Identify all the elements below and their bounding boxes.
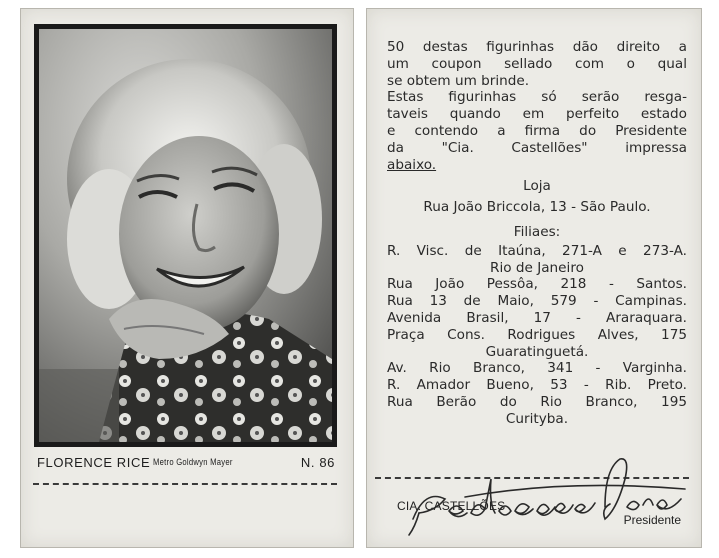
- loja-address: Rua João Briccola, 13 - São Paulo.: [423, 199, 651, 216]
- actress-name: FLORENCE RICE: [37, 455, 151, 470]
- text-line: da "Cia. Castellões" impressa: [387, 139, 687, 156]
- branch-address: Avenida Brasil, 17 - Araraquara.: [387, 309, 687, 326]
- branch-city: Rio de Janeiro: [490, 259, 584, 276]
- coupon-paragraph: [387, 39, 687, 89]
- text-line: taveis quando em perfeito estado: [387, 106, 687, 123]
- branch-address: Rua Berão do Rio Branco, 195: [387, 393, 687, 410]
- card-caption: [37, 455, 335, 473]
- loja-heading: Loja: [523, 178, 551, 195]
- cut-line: [33, 483, 337, 485]
- filiaes-list: [387, 243, 687, 428]
- text-line: e contendo a firma do Presidente: [387, 122, 687, 139]
- branch-city: Guaratinguetá.: [485, 343, 589, 360]
- text-line: 50 destas figurinhas dão direito a: [387, 39, 687, 55]
- conditions-paragraph: [387, 89, 687, 173]
- president-title: Presidente: [623, 513, 681, 527]
- text-line: abaixo.: [387, 156, 437, 173]
- back-text: [387, 39, 687, 428]
- branch-address: Av. Rio Branco, 341 - Varginha.: [387, 360, 687, 377]
- text-line: se obtem um brinde.: [387, 72, 530, 89]
- branch-address: R. Amador Bueno, 53 - Rib. Preto.: [387, 377, 687, 394]
- branch-address: R. Visc. de Itaúna, 271-A e 273-A.: [387, 242, 687, 259]
- portrait-photo: [34, 24, 337, 447]
- branch-address: Rua João Pessôa, 218 - Santos.: [387, 276, 687, 293]
- filiaes-heading: Filiaes:: [513, 223, 561, 240]
- company-name: CIA. CASTELLÕES: [397, 499, 506, 513]
- branch-address: Rua 13 de Maio, 579 - Campinas.: [387, 293, 687, 310]
- card-back: [366, 8, 702, 548]
- text-line: Estas figurinhas só serão resga-: [387, 89, 687, 106]
- branch-address: Praça Cons. Rodrigues Alves, 175: [387, 326, 687, 343]
- studio-name: Metro Goldwyn Mayer: [153, 457, 233, 467]
- portrait-image: [39, 29, 332, 442]
- card-number: N. 86: [300, 455, 335, 470]
- branch-city: Curityba.: [505, 410, 569, 427]
- text-line: um coupon sellado com o qual: [387, 55, 687, 72]
- card-front: [20, 8, 354, 548]
